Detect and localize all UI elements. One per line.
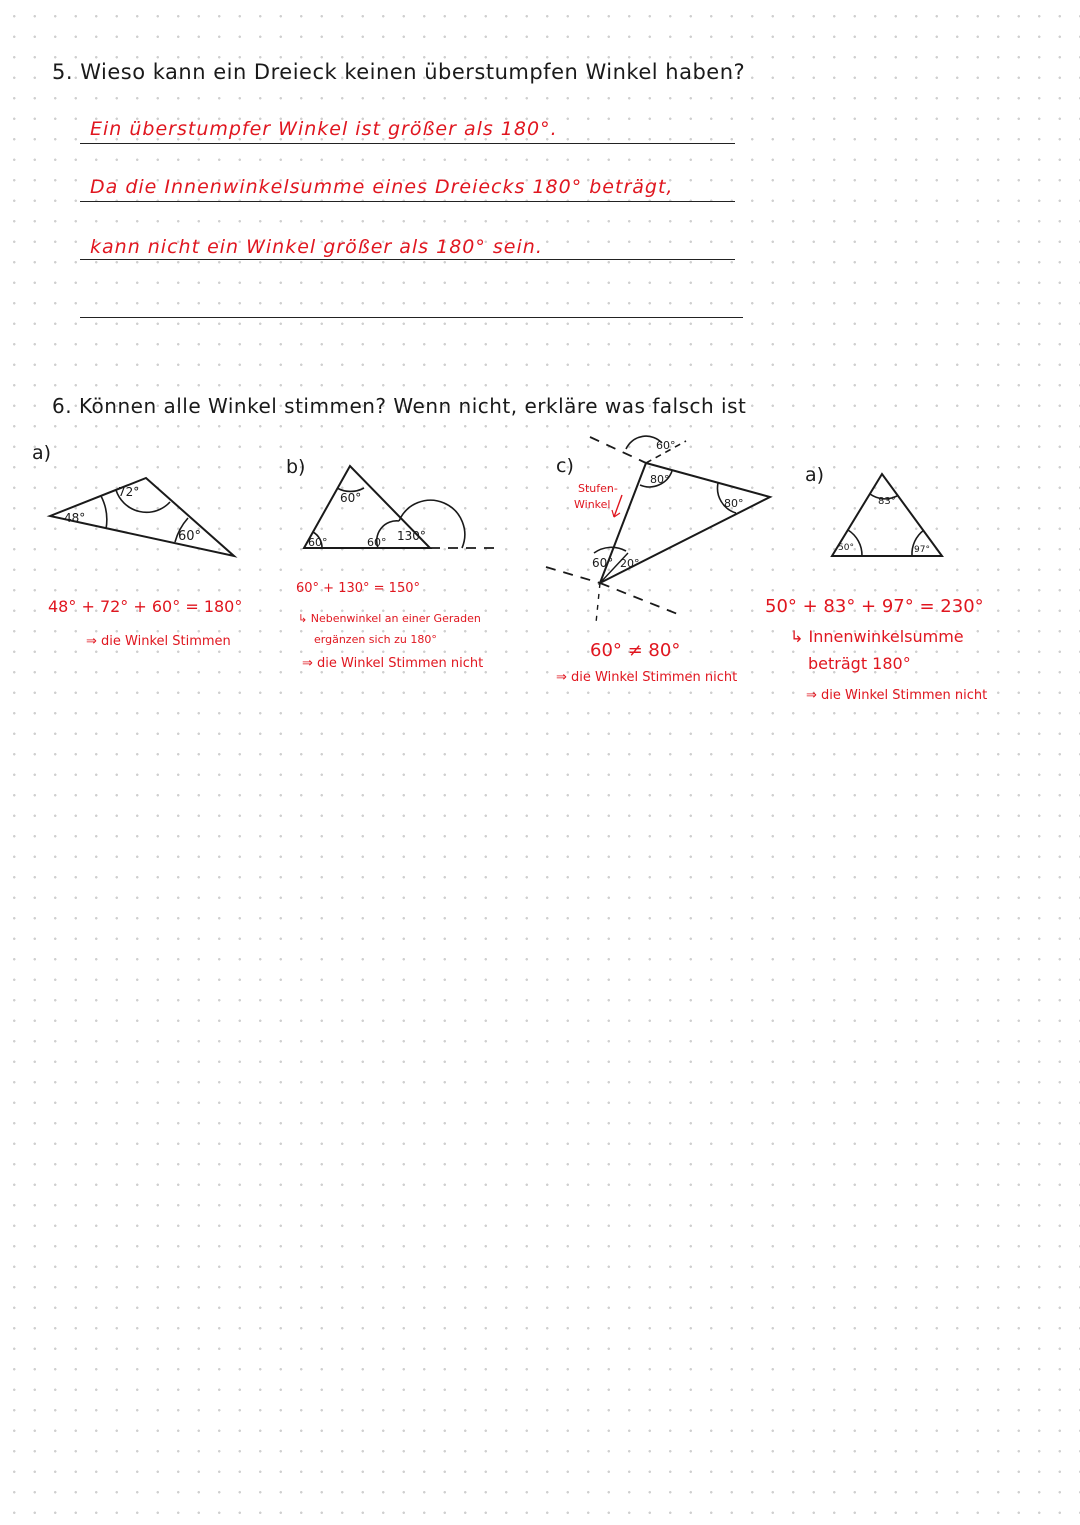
question-6: 6. Können alle Winkel stimmen? Wenn nicht, erkläre was falsch ist <box>52 394 747 418</box>
part-b-calc: 60° + 130° = 150° <box>296 581 420 596</box>
triangle-a-diagram <box>44 470 244 565</box>
part-a2-label: a) <box>805 464 825 486</box>
part-a2-note-1: ↳ Innenwinkelsumme <box>790 627 964 646</box>
part-b-note-2: ergänzen sich zu 180° <box>314 633 437 646</box>
angle-b-left: 60° <box>308 536 328 549</box>
part-a2-note-2: beträgt 180° <box>808 654 911 673</box>
triangle-c-diagram <box>540 425 780 625</box>
answer-rule-3 <box>80 259 735 260</box>
part-b-label: b) <box>286 456 306 478</box>
part-c-calc: 60° ≠ 80° <box>590 640 681 661</box>
part-c-side-note-2: Winkel <box>574 498 611 511</box>
part-a-conclusion: ⇒ die Winkel Stimmen <box>86 634 231 649</box>
angle-c-right: 80° <box>724 497 744 510</box>
answer-rule-2 <box>80 201 735 202</box>
angle-a-right: 60° <box>178 529 202 544</box>
angle-b-exterior: 130° <box>397 529 426 543</box>
angle-b-right: 60° <box>367 536 387 549</box>
part-a-label: a) <box>32 442 52 464</box>
part-b-conclusion: ⇒ die Winkel Stimmen nicht <box>302 656 484 671</box>
part-a-calc: 48° + 72° + 60° = 180° <box>48 597 243 616</box>
part-a2-calc: 50° + 83° + 97° = 230° <box>765 596 984 617</box>
angle-a2-right: 97° <box>914 545 930 555</box>
question-5: 5. Wieso kann ein Dreieck keinen überstumpfen Winkel haben? <box>52 60 746 84</box>
angle-a-top: 72° <box>118 485 140 499</box>
answer-line-1: Ein überstumpfer Winkel ist größer als 180°. <box>90 118 558 140</box>
part-c-conclusion: ⇒ die Winkel Stimmen nicht <box>556 670 738 685</box>
angle-a2-left: 50° <box>838 543 854 553</box>
answer-rule-1 <box>80 143 735 144</box>
angle-a2-top: 83° <box>878 496 896 507</box>
angle-c-bottom-split: 20° <box>620 557 640 570</box>
part-a2-conclusion: ⇒ die Winkel Stimmen nicht <box>806 688 988 703</box>
triangle-b-diagram <box>290 460 510 560</box>
angle-c-top-exterior: 60° <box>656 439 676 452</box>
answer-rule-4 <box>80 317 743 318</box>
angle-c-top: 80° <box>650 473 670 486</box>
part-c-side-note-1: Stufen- <box>578 482 618 495</box>
triangle-a2-diagram <box>820 468 950 568</box>
part-b-note-1: ↳ Nebenwinkel an einer Geraden <box>298 612 481 625</box>
angle-a-left: 48° <box>64 511 86 525</box>
part-c-label: c) <box>556 455 574 477</box>
angle-b-top: 60° <box>340 491 362 505</box>
answer-line-3: kann nicht ein Winkel größer als 180° sein. <box>90 236 543 258</box>
answer-line-2: Da die Innenwinkelsumme eines Dreiecks 180° beträgt, <box>90 176 674 198</box>
angle-c-bottom: 60° <box>592 556 614 570</box>
